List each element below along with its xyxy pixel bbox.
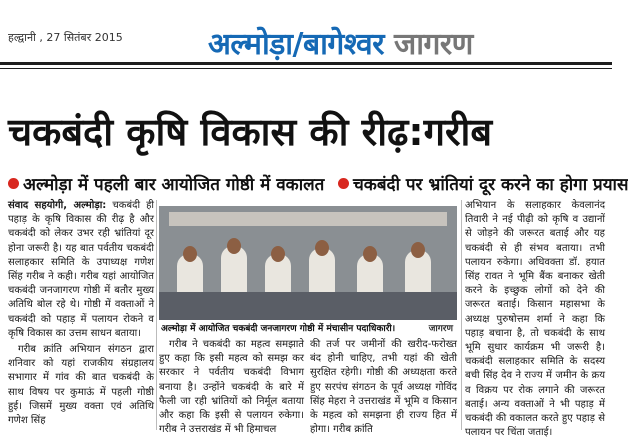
column-divider [461, 200, 462, 430]
photo-caption [159, 321, 459, 336]
photo-credit: जागरण [428, 324, 453, 334]
photo-head [315, 240, 329, 256]
column-left-p1: चकबंदी ही पहाड़ के कृषि विकास की रीढ़ है और चकबंदी को लेकर उभर रही भ्रांतियां दूर होना जरूरी है। यह बात पर्वतीय चकबंदी सलाहकार समिति के उपाध्यक्ष गणेश सिंह गरीब ने कही। गरीब यहां आयोजित चकबंदी जनजागरण गोष्ठी में बतौर मुख्य अतिथि बोल रहे थे। गोष्ठी में वक्ताओं ने चकबंदी को पहाड़ में पलायन रोकने व कृषि विकास का उत्तम साधन बताया। [8, 200, 155, 339]
headline: चकबंदी कृषि विकास की रीढ़:गरीब [8, 110, 493, 154]
subhead-right-text: चकबंदी पर भ्रांतियां दूर करने का होगा प्रयास [353, 175, 628, 195]
column-mid-2 [310, 338, 457, 436]
page-top-strip [0, 0, 612, 24]
column-mid-1-text: गरीब ने चकबंदी का महत्व समझाते हुए कहा कि इसी महत्व को समझ कर सरकार ने पर्वतीय चकबंदी विभाग बनाया है। उन्होंने चकबंदी के बारे में फैली जा रही भ्रांतियों को निर्मूल बताया और कहा कि इसी से पलायन रुकेगा। गरीब ने उत्तराखंड में भी हिमाचल [159, 339, 304, 436]
bullet-dot-icon [338, 178, 349, 189]
photo-head [411, 242, 425, 258]
photo-caption-text: अल्मोड़ा में आयोजित चकबंदी जनजागरण गोष्ठी में मंचासीन पदाधिकारी। [161, 324, 396, 334]
news-photo [159, 206, 457, 320]
subhead-left [8, 172, 324, 195]
photo-head [363, 246, 377, 262]
subhead-left-text: अल्मोड़ा में पहली बार आयोजित गोष्ठी में वकालत [23, 175, 325, 195]
column-right-text: अभियान के सलाहकार केवलानंद तिवारी ने नई पीढ़ी को कृषि व उद्यानों से जोड़ने की जरूरत बताई और यह चकबंदी से ही संभव बताया। तभी पलायन रुकेगा। अधिवक्ता डॉ. हयात सिंह रावत ने भूमि बैंक बनाकर खेती करने के इच्छुक लोगों को देने की जरूरत बताई। किसान महासभा के अध्यक्ष पुरुषोत्तम शर्मा ने कहा कि पहाड़ बचाना है, तो चकबंदी के साथ भूमि सुधार कार्यक्रम भी जरूरी है। चकबंदी सलाहकार समिति के सदस्य बची सिंह देव ने राज्य में जमीन के क्रय व विक्रय पर रोक लगाने की जरूरत बताई। अन्य वक्ताओं ने भी पहाड़ में चकबंदी की वकालत करते हुए पहाड़ से पलायन पर चिंता जताई। [465, 200, 605, 439]
column-left [8, 199, 154, 431]
dateline: हल्द्वानी , 27 सितंबर 2015 [8, 31, 123, 44]
column-left-p2: गरीब क्रांति अभियान संगठन द्वारा शनिवार को यहां राजकीय संग्रहालय सभागार में गांव की बात चकबंदी के साथ विषय पर कुमाऊं में पहली गोष्ठी हुई। जिसमें मुख्य वक्ता एवं अतिथि गणेश सिंह [8, 344, 154, 427]
column-mid-1 [159, 338, 304, 436]
photo-banner [169, 212, 447, 226]
photo-table [159, 292, 457, 320]
top-rule-thin [0, 68, 612, 69]
brand-name: जागरण [393, 27, 473, 62]
column-right [465, 199, 605, 439]
column-mid-2-text: की तर्ज पर जमीनों की खरीद-फरोख्त बंद होनी चाहिए, तभी यहां की खेती सुरक्षित रहेगी। गोष्ठी की अध्यक्षता करते हुए सरपंच संगठन के पूर्व अध्यक्ष गोविंद सिंह मेहरा ने उत्तराखंड में भूमि व किसान के महत्व को समझना ही राज्य हित में होगा। गरीब क्रांति [310, 339, 457, 436]
top-rule [0, 62, 612, 65]
edition-title [208, 22, 473, 63]
edition-name: अल्मोड़ा/बागेश्वर [208, 27, 384, 62]
subhead-right [338, 172, 628, 195]
bullet-dot-icon [8, 178, 19, 189]
photo-head [271, 246, 285, 262]
photo-head [227, 238, 241, 254]
photo-head [183, 246, 197, 262]
column-divider [156, 200, 157, 430]
byline: संवाद सहयोगी, अल्मोड़ा: [8, 200, 107, 211]
